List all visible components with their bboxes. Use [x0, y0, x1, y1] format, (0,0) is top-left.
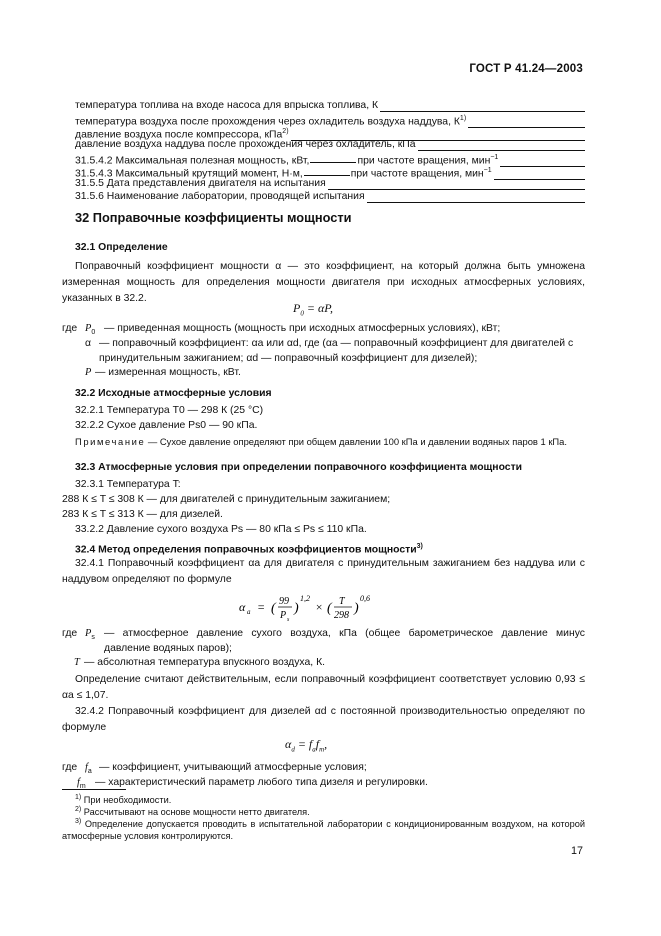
- temp-range-si: 288 К ≤ T ≤ 308 К — для двигателей с принудительным зажиганием;: [62, 494, 391, 505]
- subsection-32-1-title: 32.1 Определение: [75, 242, 168, 253]
- fa-symbol: $f_a$: [85, 762, 92, 776]
- subsection-32-4-title: 32.4 Метод определения поправочных коэффициентов мощности$^{3)}$: [75, 543, 423, 556]
- where-label: где: [62, 323, 78, 334]
- svg-text:α: α: [239, 600, 246, 614]
- p-description: — измеренная мощность, кВт.: [95, 367, 241, 378]
- formula-p0: $P_0 = \alpha P$,: [293, 301, 334, 318]
- temperature-label: 32.3.1 Температура T:: [75, 479, 181, 490]
- svg-text:): ): [294, 601, 299, 616]
- lab-label: 31.5.6 Наименование лаборатории, проводящей испытания: [75, 191, 365, 202]
- footnote-2: $^{2)}$ Рассчитывают на основе мощности нетто двигателя.: [75, 806, 310, 818]
- svg-text:298: 298: [334, 610, 349, 621]
- alpha-a-formula-graphic: [237, 591, 437, 625]
- temp-range-diesel: 283 К ≤ T ≤ 313 К — для дизелей.: [62, 509, 223, 520]
- fm-symbol: $f_m$: [77, 777, 86, 791]
- subsection-32-3-title: 32.3 Атмосферные условия при определении поправочного коэффициента мощности: [75, 462, 523, 473]
- ps-symbol: $P_s$: [85, 628, 95, 642]
- max-power-label: 31.5.4.2 Максимальная полезная мощность, кВт, при частоте вращения, мин$^{-1}$: [75, 154, 499, 167]
- reference-temperature: 32.2.1 Температура T0 — 298 К (25 °С): [75, 405, 264, 416]
- fm-description: — характеристический параметр любого типа дизеля и регулировки.: [95, 777, 428, 788]
- fuel-temp-label: температура топлива на входе насоса для впрыска топлива, К: [75, 100, 379, 111]
- reference-pressure: 32.2.2 Сухое давление Ps0 — 90 кПа.: [75, 420, 258, 431]
- fill-line: [380, 101, 585, 112]
- t-symbol: T: [74, 657, 80, 668]
- svg-text:×: ×: [315, 600, 324, 614]
- svg-text:T: T: [339, 596, 345, 607]
- section-title: 32 Поправочные коэффициенты мощности: [75, 210, 352, 225]
- fill-line: [328, 179, 585, 190]
- alpha-description: — поправочный коэффициент: αa или αd, где (αa — поправочный коэффициент для двигателей с принудительным зажиганием; αd — поправочный коэффициент для дизелей);: [99, 338, 574, 364]
- air-temp-label: температура воздуха после прохождения через охладитель воздуха наддува, $К^{1)}$: [75, 115, 467, 128]
- fill-line: [418, 140, 585, 151]
- svg-text:s: s: [287, 617, 290, 623]
- dry-pressure-range: 33.2.2 Давление сухого воздуха Ps — 80 кПа ≤ Ps ≤ 110 кПа.: [75, 524, 367, 535]
- t-description: — абсолютная температура впускного воздуха, К.: [84, 657, 326, 668]
- pressure-cooler-label: давление воздуха наддува после прохождения через охладитель, кПа: [75, 139, 416, 150]
- footnote-rule: [62, 789, 126, 790]
- validity-text: Определение считают действительным, если поправочный коэффициент соответствует условию 0,93 ≤ αa ≤ 1,07.: [62, 674, 585, 701]
- svg-text:=: =: [257, 600, 266, 614]
- svg-text:a: a: [247, 608, 251, 616]
- svg-text:): ): [354, 601, 359, 616]
- fill-line: [367, 192, 585, 203]
- lab-row: [75, 190, 585, 203]
- formula-alpha-a: [237, 591, 437, 628]
- pressure-cooler-row: [75, 138, 585, 151]
- svg-text:1,2: 1,2: [300, 594, 310, 603]
- formula-alpha-d: $\alpha_d = f_af_m$,: [285, 737, 328, 754]
- p0-description: — приведенная мощность (мощность при исходных атмосферных условиях), кВт;: [104, 323, 501, 334]
- footnote-3: $^{3)}$ Определение допускается проводить в испытательной лаборатории с кондиционированным воздухом, на которой атмосферные условия контролируются.: [62, 818, 585, 842]
- footnote-1: $^{1)}$ При необходимости.: [75, 794, 172, 806]
- svg-text:P: P: [280, 610, 287, 621]
- where-label-2: где: [62, 628, 78, 639]
- max-torque-label: 31.5.4.3 Максимальный крутящий момент, Н·м, при частоте вращения, мин$^{-1}$: [75, 167, 492, 180]
- where-label-3: где: [62, 762, 78, 773]
- fuel-temp-row: [75, 99, 585, 112]
- page-number: 17: [570, 845, 583, 857]
- method-si-text: 32.4.1 Поправочный коэффициент αa для двигателя с принудительным зажиганием без наддува или с наддувом определяют по формуле: [62, 558, 585, 585]
- pressure-compressor-label: давление воздуха после компрессора, кПа$^{2)}$: [75, 128, 289, 141]
- alpha-symbol: α: [85, 338, 92, 349]
- svg-text:(: (: [271, 601, 276, 616]
- definition-text: Поправочный коэффициент мощности α — это коэффициент, на который должна быть умножена измеренная мощность для определения мощности двигателя при исходных атмосферных условиях, указанных в 32.2.: [62, 261, 585, 304]
- standard-code: ГОСТ Р 41.24—2003: [469, 63, 583, 75]
- date-row: [75, 177, 585, 190]
- method-diesel-text: 32.4.2 Поправочный коэффициент для дизелей αd с постоянной производительностью определяют по формуле: [62, 706, 585, 733]
- svg-text:99: 99: [279, 596, 289, 607]
- note: Примечание — Сухое давление определяют при общем давлении 100 кПа и давлении водяных паров 1 кПа.: [75, 436, 567, 447]
- subsection-32-2-title: 32.2 Исходные атмосферные условия: [75, 388, 272, 399]
- p0-symbol: $P_0$: [85, 323, 96, 337]
- svg-text:0,6: 0,6: [360, 594, 370, 603]
- ps-description: — атмосферное давление сухого воздуха, кПа (общее барометрическое давление минус давление водяных паров);: [104, 628, 585, 654]
- svg-text:(: (: [327, 601, 332, 616]
- p-symbol: P: [85, 367, 92, 378]
- date-label: 31.5.5 Дата представления двигателя на испытания: [75, 178, 326, 189]
- fa-description: — коэффициент, учитывающий атмосферные условия;: [99, 762, 367, 773]
